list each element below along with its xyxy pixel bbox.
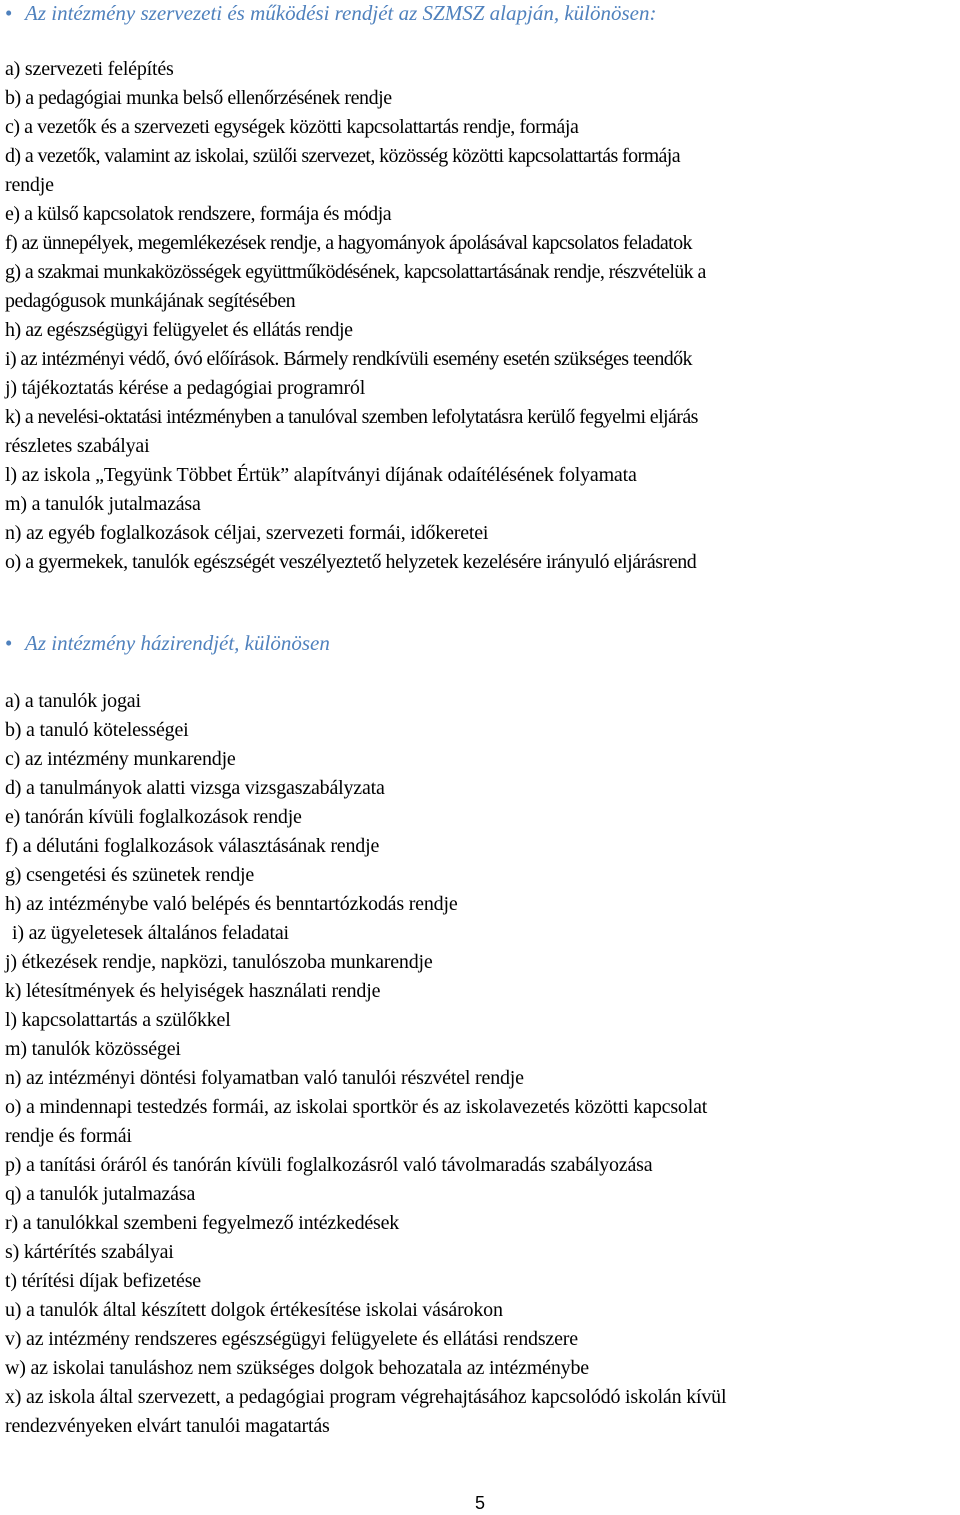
- list-item: w) az iskolai tanuláshoz nem szükséges dolgok behozatala az intézménybe: [5, 1357, 589, 1379]
- list-item: r) a tanulókkal szembeni fegyelmező intézkedések: [5, 1212, 400, 1234]
- list-item: c) az intézmény munkarendje: [5, 748, 236, 770]
- list-item: v) az intézmény rendszeres egészségügyi felügyelete és ellátási rendszere: [5, 1328, 578, 1350]
- list-item: m) a tanulók jutalmazása: [5, 493, 201, 515]
- section-heading-text: Az intézmény házirendjét, különösen: [25, 631, 330, 655]
- bullet-icon: •: [5, 1, 13, 25]
- list-item: o) a gyermekek, tanulók egészségét veszélyeztető helyzetek kezelésére irányuló eljárásrend: [5, 551, 697, 573]
- list-item: t) térítési díjak befizetése: [5, 1270, 201, 1292]
- list-item: h) az egészségügyi felügyelet és ellátás rendje: [5, 319, 353, 341]
- list-item: s) kártérítés szabályai: [5, 1241, 174, 1263]
- list-item: j) tájékoztatás kérése a pedagógiai programról: [5, 377, 366, 399]
- list-item: x) az iskola által szervezett, a pedagógiai program végrehajtásához kapcsolódó iskolán kívül: [5, 1386, 727, 1408]
- list-item: b) a tanuló kötelességei: [5, 719, 189, 741]
- list-item: q) a tanulók jutalmazása: [5, 1183, 196, 1205]
- list-item: g) csengetési és szünetek rendje: [5, 864, 255, 886]
- list-item: p) a tanítási óráról és tanórán kívüli foglalkozásról való távolmaradás szabályozása: [5, 1154, 653, 1176]
- list-item: n) az egyéb foglalkozások céljai, szervezeti formái, időkeretei: [5, 522, 489, 544]
- list-item: rendje: [5, 174, 54, 196]
- list-item: rendezvényeken elvárt tanulói magatartás: [5, 1415, 330, 1437]
- list-item: l) az iskola „Tegyünk Többet Értük” alapítványi díjának odaítélésének folyamata: [5, 464, 637, 486]
- list-item: rendje és formái: [5, 1125, 132, 1147]
- list-item: részletes szabályai: [5, 435, 150, 457]
- list-item: a) szervezeti felépítés: [5, 58, 174, 80]
- list-item: u) a tanulók által készített dolgok értékesítése iskolai vásárokon: [5, 1299, 503, 1321]
- list-item: k) létesítmények és helyiségek használati rendje: [5, 980, 381, 1002]
- list-item: e) tanórán kívüli foglalkozások rendje: [5, 806, 302, 828]
- hazirend-item-list: [5, 687, 956, 1441]
- bullet-icon: •: [5, 631, 13, 655]
- list-item: n) az intézményi döntési folyamatban való tanulói részvétel rendje: [5, 1067, 524, 1089]
- list-item: o) a mindennapi testedzés formái, az iskolai sportkör és az iskolavezetés közötti kapcsolat: [5, 1096, 708, 1118]
- list-item: pedagógusok munkájának segítésében: [5, 290, 296, 312]
- section-heading-szmsz: [5, 0, 656, 26]
- list-item: c) a vezetők és a szervezeti egységek közötti kapcsolattartás rendje, formája: [5, 116, 579, 138]
- section-heading-text: Az intézmény szervezeti és működési rendjét az SZMSZ alapján, különösen:: [25, 1, 657, 25]
- list-item: d) a tanulmányok alatti vizsga vizsgaszabályzata: [5, 777, 385, 799]
- list-item: k) a nevelési-oktatási intézményben a tanulóval szemben lefolytatásra kerülő fegyelmi eljárás: [5, 406, 698, 428]
- list-item: d) a vezetők, valamint az iskolai, szülői szervezet, közösség közötti kapcsolattartás formája: [5, 145, 681, 167]
- szmsz-item-list: [5, 55, 956, 577]
- list-item: g) a szakmai munkaközösségek együttműködésének, kapcsolattartásának rendje, részvételük a: [5, 261, 706, 283]
- list-item: h) az intézménybe való belépés és benntartózkodás rendje: [5, 893, 458, 915]
- list-item: f) az ünnepélyek, megemlékezések rendje, a hagyományok ápolásával kapcsolatos feladatok: [5, 232, 692, 254]
- list-item: l) kapcsolattartás a szülőkkel: [5, 1009, 231, 1031]
- section-heading-hazirend: [5, 630, 330, 656]
- list-item: f) a délutáni foglalkozások választásának rendje: [5, 835, 380, 857]
- list-item: a) a tanulók jogai: [5, 690, 141, 712]
- list-item: e) a külső kapcsolatok rendszere, formája és módja: [5, 203, 392, 225]
- list-item: i) az intézményi védő, óvó előírások. Bármely rendkívüli esemény esetén szükséges teendők: [5, 348, 692, 370]
- list-item: i) az ügyeletesek általános feladatai: [12, 922, 289, 944]
- list-item: b) a pedagógiai munka belső ellenőrzésének rendje: [5, 87, 392, 109]
- list-item: j) étkezések rendje, napközi, tanulószoba munkarendje: [5, 951, 433, 973]
- page-number: 5: [474, 1493, 485, 1513]
- list-item: m) tanulók közösségei: [5, 1038, 181, 1060]
